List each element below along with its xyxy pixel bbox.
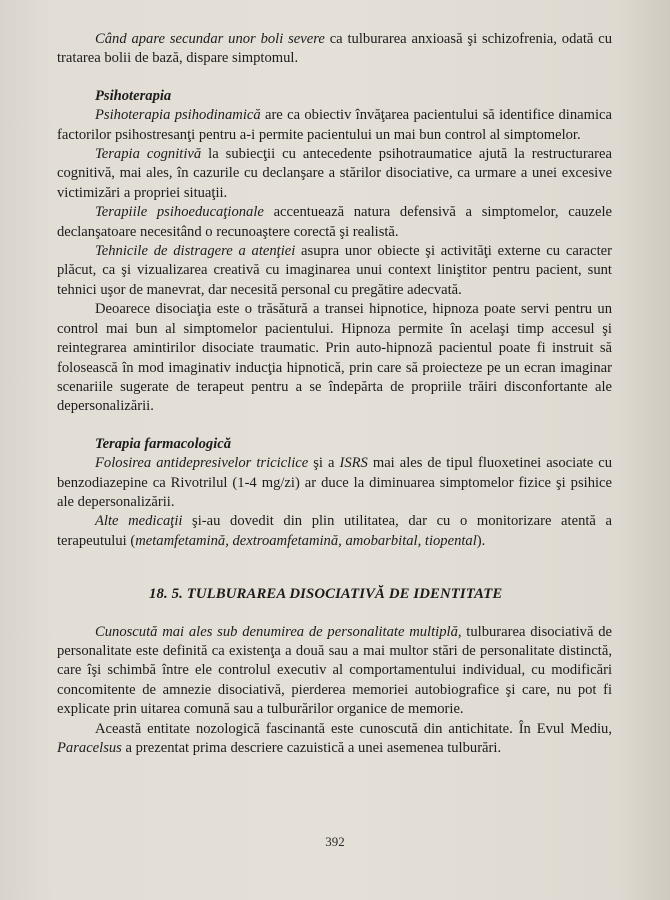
paragraph-text: accentuează natura defensivă a simptomelor, cauzele declanşatoare necesitând o recunoaştere corectă şi realistă.	[57, 204, 612, 240]
italic-lead: Când apare secundar unor boli severe	[95, 31, 325, 47]
italic-term: ISRS	[339, 455, 368, 472]
section-title: 18. 5. TULBURAREA DISOCIATIVĂ DE IDENTITATE	[149, 586, 503, 603]
paragraph-psychodynamic	[57, 106, 612, 145]
paragraph-text: are ca obiectiv învăţarea pacientului să identifice dinamica factorilor psihostresanţi pentru a-i permite pacientului un mai bun control al simptomelor.	[57, 107, 612, 143]
paragraph-history	[57, 720, 612, 759]
paragraph-multiple-personality	[57, 623, 612, 720]
italic-lead: Folosirea antidepresivelor triciclice	[95, 455, 309, 472]
italic-name: Paracelsus	[57, 740, 122, 756]
paragraph-psychoeducational	[57, 203, 612, 242]
italic-lead: Terapia cognitivă	[95, 146, 202, 163]
paragraph-text: şi a	[308, 455, 340, 472]
subheading-farmacologica: Terapia farmacologică	[95, 435, 232, 452]
paragraph-text: ca tulburarea anxioasă şi schizofrenia, odată cu tratarea bolii de bază, dispare simptomul.	[57, 31, 612, 67]
page-number: 392	[325, 834, 345, 849]
paragraph-distraction	[57, 242, 612, 300]
subheading-psihoterapia: Psihoterapia	[95, 87, 172, 104]
paragraph-text: a prezentat prima descriere cazuistică a unei asemenea tulburări.	[121, 740, 502, 756]
paragraph-hypnosis: Deoarece disociaţia este o trăsătură a transei hipnotice, hipnoza poate servi pentru un control mai bun al simptomelor pacientului. Hipnoza permite în acelaşi timp accesul şi reintegrarea amintirilor disociate traumatic. Prin auto-hipnoză pacientul poate fi instruit să folosească în mod imaginativ inducţia hipnotică, prin care să proiecteze pe un ecran imaginar scenariile sugerate de terapeut pentru a se îndepărta de propriile trăiri disconfortante ale depersonalizării.	[57, 301, 612, 415]
paragraph-other-medications	[57, 512, 612, 551]
paragraph-secondary-onset	[57, 30, 612, 69]
paragraph-text: şi-au dovedit din plin utilitatea, dar cu o monitorizare atentă a terapeutului (	[57, 513, 612, 549]
paragraph-text: asupra unor obiecte şi activităţi externe cu caracter plăcut, ca şi vizualizarea creativă cu imaginarea unui context liniştitor pentru pacient, sunt tehnici uşor de manevrat, dar necesită personal cu pregătire adecvată.	[57, 243, 612, 298]
italic-lead: Cunoscută mai ales sub denumirea de personalitate multiplă,	[95, 623, 462, 640]
italic-lead: Psihoterapia psihodinamică	[95, 107, 261, 124]
paragraph-text: tulburarea disociativă de personalitate este definită ca existenţa a două sau a mai multor stări de personalitate distinctă, care îşi schimbă între ele controlul executiv al comportamentului individual, cu modificări concomitente de amnezie disociativă, pierderea memoriei autobiografice şi care, nu pot fi explicate prin uitarea comună sau a tulburărilor organice de memorie.	[57, 623, 612, 718]
italic-lead: Alte medicaţii	[95, 513, 183, 530]
paragraph-text: mai ales de tipul fluoxetinei asociate cu benzodiazepine ca Rivotrilul (1-4 mg/zi) ar duce la diminuarea simptomelor fizice şi psihice ale depersonalizării.	[57, 455, 612, 510]
italic-lead: Tehnicile de distragere a atenţiei	[95, 243, 296, 260]
paragraph-text: Această entitate nozologică fascinantă este cunoscută din antichitate. În Evul Mediu,	[95, 720, 612, 737]
paragraph-cognitive	[57, 145, 612, 203]
paragraph-text: ).	[476, 532, 486, 549]
italic-drug-list: metamfetamină, dextroamfetamină, amobarbital, tiopental	[135, 532, 477, 549]
paragraph-antidepressants	[57, 454, 612, 512]
italic-lead: Terapiile psihoeducaţionale	[95, 204, 264, 221]
paragraph-text: la subiecţii cu antecedente psihotraumatice ajută la restructurarea cognitivă, mai ales, în cazurile cu declanşare a stărilor disociative, ca urmare a unei excesive victimizări a propriei situaţii.	[57, 146, 612, 201]
